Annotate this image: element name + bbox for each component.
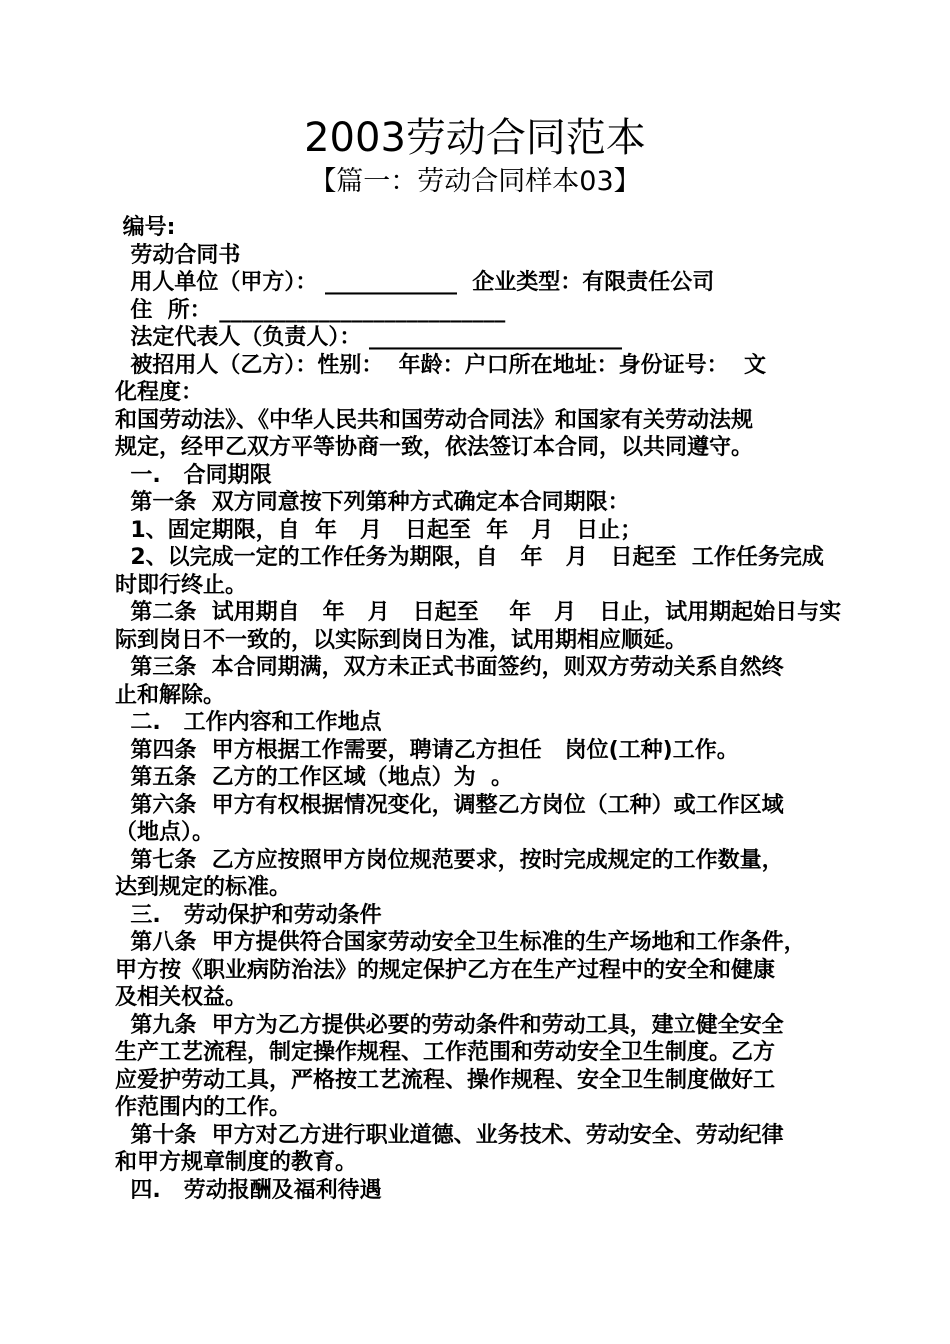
article-line: 第四条 甲方根据工作需要，聘请乙方担任 岗位(工种)工作。 bbox=[115, 737, 739, 763]
article-line: 甲方按《职业病防治法》的规定保护乙方在生产过程中的安全和健康 bbox=[115, 957, 776, 983]
article-line: 第九条 甲方为乙方提供必要的劳动条件和劳动工具，建立健全安全 bbox=[115, 1012, 784, 1038]
preamble-line: 和国劳动法》、《中华人民共和国劳动合同法》和国家有关劳动法规 bbox=[115, 407, 754, 433]
employee-info-line-cont: 化程度： bbox=[115, 380, 204, 405]
article-line: 第六条 甲方有权根据情况变化，调整乙方岗位（工种）或工作区域 bbox=[115, 792, 784, 818]
section-heading: 四. 劳动报酬及福利待遇 bbox=[115, 1177, 382, 1203]
article-line: 作范围内的工作。 bbox=[115, 1095, 292, 1120]
legal-representative-line: 法定代表人（负责人）： _______________________ bbox=[115, 325, 622, 350]
preamble-line: 规定，经甲乙双方平等协商一致，依法签订本合同，以共同遵守。 bbox=[115, 435, 754, 460]
address-line: 住 所： __________________________ bbox=[115, 297, 506, 323]
article-line: 第七条 乙方应按照甲方岗位规范要求，按时完成规定的工作数量， bbox=[115, 847, 784, 873]
article-line: 时即行终止。 bbox=[115, 572, 248, 598]
document-body bbox=[115, 214, 842, 1204]
article-line: 止和解除。 bbox=[115, 682, 226, 708]
article-line: 第五条 乙方的工作区域（地点）为 。 bbox=[115, 765, 513, 790]
article-line: （地点）。 bbox=[115, 820, 215, 845]
document-subtitle: 【篇一：劳动合同样本03】 bbox=[309, 166, 641, 197]
article-line: 第三条 本合同期满，双方未正式书面签约，则双方劳动关系自然终 bbox=[115, 655, 784, 680]
contract-heading: 劳动合同书 bbox=[115, 242, 241, 268]
article-line: 第十条 甲方对乙方进行职业道德、业务技术、劳动安全、劳动纪律 bbox=[115, 1122, 784, 1148]
article-line: 应爱护劳动工具，严格按工艺流程、操作规程、安全卫生制度做好工 bbox=[115, 1067, 776, 1093]
article-line: 2、以完成一定的工作任务为期限，自 年 月 日起至 工作任务完成 bbox=[115, 545, 824, 570]
article-line: 及相关权益。 bbox=[115, 985, 248, 1010]
article-line: 生产工艺流程，制定操作规程、工作范围和劳动安全卫生制度。乙方 bbox=[115, 1040, 776, 1065]
section-heading: 二. 工作内容和工作地点 bbox=[115, 710, 382, 735]
article-line: 际到岗日不一致的，以实际到岗日为准，试用期相应顺延。 bbox=[115, 627, 688, 653]
employee-info-line: 被招用人（乙方）：性别： 年龄：户口所在地址：身份证号： 文 bbox=[115, 352, 766, 378]
article-line: 第八条 甲方提供符合国家劳动安全卫生标准的生产场地和工作条件， bbox=[115, 930, 806, 955]
section-heading: 一. 合同期限 bbox=[115, 462, 272, 488]
article-line: 和甲方规章制度的教育。 bbox=[115, 1150, 358, 1175]
article-line: 1、固定期限，自 年 月 日起至 年 月 日止； bbox=[115, 517, 643, 543]
contract-number-label: 编号: bbox=[115, 215, 176, 240]
article-line: 第二条 试用期自 年 月 日起至 年 月 日止，试用期起始日与实 bbox=[115, 600, 842, 625]
article-line: 达到规定的标准。 bbox=[115, 875, 292, 900]
article-line: 第一条 双方同意按下列第种方式确定本合同期限： bbox=[115, 490, 630, 515]
document-title: 2003劳动合同范本 bbox=[304, 115, 646, 161]
section-heading: 三. 劳动保护和劳动条件 bbox=[115, 902, 382, 928]
employer-line: 用人单位（甲方）： ____________ 企业类型：有限责任公司 bbox=[115, 270, 715, 295]
